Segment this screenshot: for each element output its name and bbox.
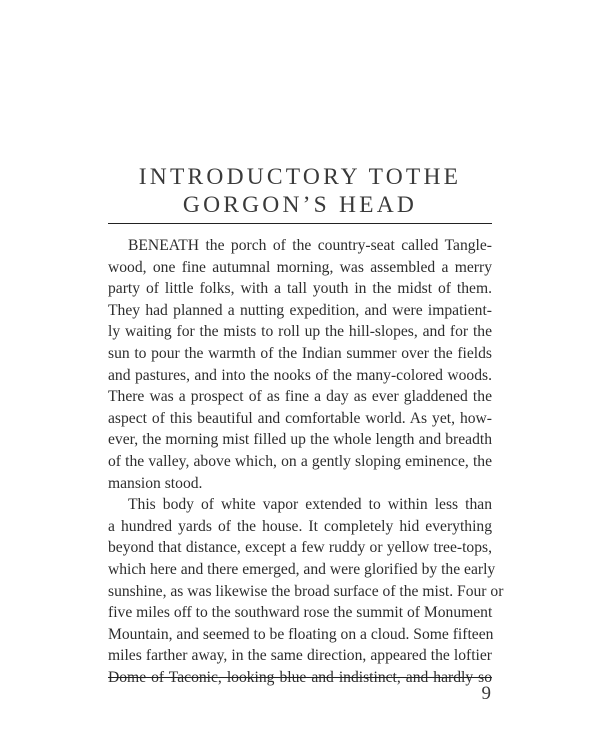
paragraph-1-line-4: They had planned a nutting expedition, and were impatient- — [108, 301, 492, 319]
paragraph-2-line-2: a hundred yards of the house. It completely hid everything — [108, 517, 492, 535]
chapter-title-line-2: GORGON’S HEAD — [182, 192, 418, 218]
bottom-divider — [108, 677, 492, 678]
paragraph-1-line-1: BENEATH the porch of the country-seat called Tangle- — [128, 237, 492, 254]
paragraph-1-line-8: There was a prospect of as fine a day as ever gladdened the — [108, 388, 492, 406]
paragraph-1-line-10: ever, the morning mist filled up the whole length and breadth — [108, 431, 492, 449]
page-number: 9 — [481, 683, 491, 704]
paragraph-1-line-7: and pastures, and into the nooks of the many-colored woods. — [108, 366, 492, 384]
body-text — [108, 235, 504, 688]
paragraph-1-line-3: party of little folks, with a tall youth in the midst of them. — [108, 280, 492, 298]
paragraph-2-line-4: which here and there emerged, and were glorified by the early — [108, 560, 496, 578]
paragraph-1-line-5: ly waiting for the mists to roll up the hill-slopes, and for the — [108, 323, 492, 341]
paragraph-1-line-9: aspect of this beautiful and comfortable world. As yet, how- — [108, 409, 492, 427]
paragraph-2-line-1: This body of white vapor extended to within less than — [128, 496, 492, 514]
paragraph-1-line-2: wood, one fine autumnal morning, was assembled a merry — [108, 258, 492, 276]
paragraph-2-line-9: Dome of Taconic, looking blue and indistinct, and hardly so — [108, 668, 492, 686]
chapter-title-line-1: INTRODUCTORY TOTHE — [138, 164, 462, 190]
chapter-title — [108, 163, 492, 219]
paragraph-2-line-7: Mountain, and seemed to be floating on a cloud. Some fifteen — [108, 625, 494, 643]
paragraph-2-line-3: beyond that distance, except a few ruddy or yellow tree-tops, — [108, 539, 492, 557]
paragraph-2-line-8: miles farther away, in the same direction, appeared the loftier — [108, 647, 492, 665]
top-divider — [108, 223, 492, 224]
paragraph-2-line-6: five miles off to the southward rose the summit of Monument — [108, 604, 493, 622]
paragraph-1-line-12: mansion stood. — [108, 474, 203, 492]
paragraph-1-line-11: of the valley, above which, on a gently sloping eminence, the — [108, 452, 492, 470]
paragraph-2-line-5: sunshine, as was likewise the broad surface of the mist. Four or — [108, 582, 504, 600]
paragraph-1-line-6: sun to pour the warmth of the Indian summer over the fields — [108, 344, 492, 362]
